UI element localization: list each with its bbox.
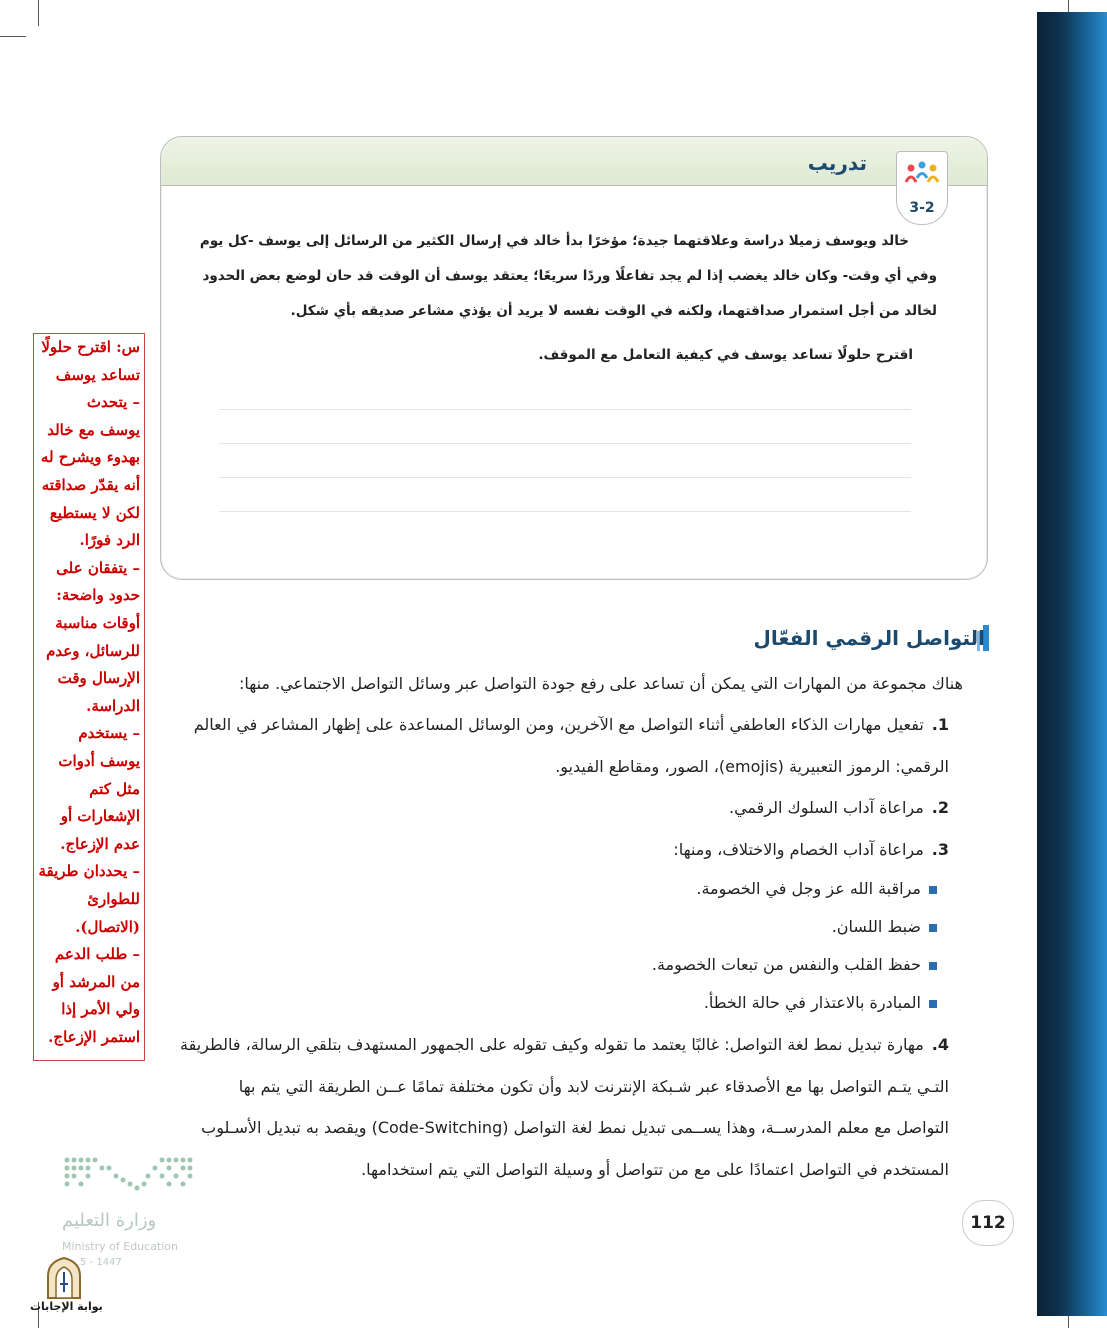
- people-icon: [903, 160, 941, 188]
- scenario-line: لخالد من أجل استمرار صداقتهما، ولكنه في الوقت نفسه لا يريد أن يؤذي مشاعر صديقه بأي شكل.: [290, 303, 937, 319]
- bullet-square-icon: [929, 924, 937, 932]
- item-number: 3.: [931, 840, 949, 859]
- item-text: مهارة تبديل نمط لغة التواصل: غالبًا يعتمد ما تقوله وكيف تقوله على الجمهور المستهدف بتلقي الرسالة، فالطريقة: [180, 1035, 924, 1054]
- answer-line[interactable]: [219, 477, 911, 478]
- list-item-continued: التواصل مع معلم المدرســة، وهذا يســمى تبديل نمط لغة التواصل (Code-Switching) ويقصد به تبديل الأسـلوب: [201, 1118, 949, 1137]
- side-note-line: أنه يقدّر صداقته: [41, 476, 140, 494]
- list-item: [729, 798, 949, 817]
- scenario-line: خالد ويوسف زميلا دراسة وعلاقتهما جيدة؛ مؤخرًا بدأ خالد في إرسال الكثير من الرسائل إلى يوسف -كل يوم: [199, 233, 909, 249]
- side-note-line: – طلب الدعم: [54, 945, 140, 964]
- side-note-line: – يتحدث: [86, 393, 140, 412]
- item-number: 2.: [931, 798, 949, 817]
- bullet-item: [832, 917, 937, 936]
- side-note-line: أوقات مناسبة: [55, 614, 140, 632]
- badge-number: 3-2: [909, 200, 935, 216]
- side-note-line: استمر الإزعاج.: [48, 1028, 140, 1046]
- answer-line[interactable]: [219, 443, 911, 444]
- side-note-line: الإشعارات أو: [60, 807, 140, 826]
- side-note-line: يوسف مع خالد: [47, 420, 140, 439]
- bullet-text: ضبط اللسان.: [831, 917, 921, 936]
- bullet-text: المبادرة بالاعتذار في حالة الخطأ.: [703, 993, 921, 1012]
- bullet-text: مراقبة الله عز وجل في الخصومة.: [696, 879, 921, 898]
- bullet-square-icon: [929, 1000, 937, 1008]
- item-text: مراعاة آداب السلوك الرقمي.: [728, 798, 924, 817]
- crop-mark: [38, 0, 39, 26]
- side-note-line: حدود واضحة:: [56, 586, 140, 605]
- side-note-line: بهدوء ويشرح له: [40, 448, 140, 467]
- bullet-item: [704, 993, 937, 1012]
- answer-line[interactable]: [219, 409, 911, 410]
- section-intro: هناك مجموعة من المهارات التي يمكن أن تساعد على رفع جودة التواصل عبر وسائل التواصل الاجتماعي. منها:: [238, 674, 963, 693]
- bullet-text: حفظ القلب والنفس من تبعات الخصومة.: [651, 955, 921, 974]
- site-watermark: بوابة الإجابات: [30, 1300, 103, 1313]
- side-note-line: س: اقترح حلولًا: [41, 338, 140, 356]
- side-note-answer: [33, 333, 145, 1061]
- section-title: التواصل الرقمي الفعّال: [753, 626, 985, 650]
- list-item: [194, 715, 949, 734]
- item-text: تفعيل مهارات الذكاء العاطفي أثناء التواصل مع الآخرين، ومن الوسائل المساعدة على إظهار المشاعر في العالم: [193, 715, 924, 734]
- ministry-year: 5 - 1447: [80, 1257, 122, 1268]
- training-question: اقترح حلولًا تساعد يوسف في كيفية التعامل مع الموقف.: [538, 347, 913, 363]
- side-note-line: لكن لا يستطيع: [49, 503, 140, 522]
- page-number: 112: [962, 1200, 1014, 1246]
- item-number: 1.: [931, 715, 949, 734]
- bullet-item: [696, 879, 937, 898]
- bullet-square-icon: [929, 962, 937, 970]
- training-box: [160, 136, 988, 580]
- mosque-logo-icon: [44, 1256, 84, 1300]
- side-note-line: الإرسال وقت: [57, 669, 140, 688]
- side-note-line: يوسف أدوات: [58, 752, 140, 770]
- side-note-line: تساعد يوسف: [55, 365, 140, 384]
- list-item-continued: الرقمي: الرموز التعبيرية (emojis)، الصور، ومقاطع الفيديو.: [555, 757, 949, 776]
- side-note-line: – يستخدم: [78, 724, 140, 743]
- ministry-logo-dots: [62, 1155, 197, 1200]
- ministry-name-english: Ministry of Education: [62, 1240, 179, 1253]
- side-note-line: ولي الأمر إذا: [61, 1000, 140, 1019]
- side-note-line: عدم الإزعاج.: [60, 834, 140, 853]
- side-note-line: للرسائل، وعدم: [46, 641, 140, 660]
- list-item: [673, 840, 949, 859]
- item-number: 4.: [931, 1035, 949, 1054]
- side-note-line: – يتفقان على: [56, 558, 140, 577]
- training-header: [161, 137, 987, 186]
- answer-line[interactable]: [219, 511, 911, 512]
- scenario-line: وفي أي وقت- وكان خالد يغضب إذا لم يجد تفاعلًا وردًا سريعًا؛ يعتقد يوسف أن الوقت قد حان لوضع بعض الحدود: [202, 268, 937, 284]
- side-note-line: مثل كتم: [89, 779, 140, 798]
- ministry-name-arabic: وزارة التعليم: [62, 1210, 157, 1231]
- training-badge: [896, 151, 948, 225]
- training-title: تدريب: [807, 151, 867, 175]
- side-note-line: للطوارئ: [87, 890, 140, 908]
- side-note-line: (الاتصال).: [75, 917, 140, 936]
- list-item-continued: التـي يتـم التواصل بها مع الأصدقاء عبر شـبكة الإنترنت لابد وأن تكون مختلفة تمامًا عــن الطريقة التي يتم بها: [238, 1077, 949, 1096]
- side-note-line: الدراسة.: [86, 696, 140, 715]
- list-item-continued: المستخدم في التواصل اعتمادًا على مع من تتواصل أو وسيلة التواصل التي يتم استخدامها.: [361, 1160, 949, 1179]
- side-note-line: – يحددان طريقة: [38, 862, 140, 881]
- item-text: مراعاة آداب الخصام والاختلاف، ومنها:: [673, 840, 924, 859]
- bullet-square-icon: [929, 886, 937, 894]
- page-edge-band: [1037, 12, 1107, 1316]
- crop-mark: [0, 36, 26, 37]
- bullet-item: [652, 955, 937, 974]
- side-note-line: الرد فورًا.: [79, 531, 140, 550]
- side-note-line: من المرشد أو: [52, 972, 140, 991]
- list-item: [180, 1035, 949, 1054]
